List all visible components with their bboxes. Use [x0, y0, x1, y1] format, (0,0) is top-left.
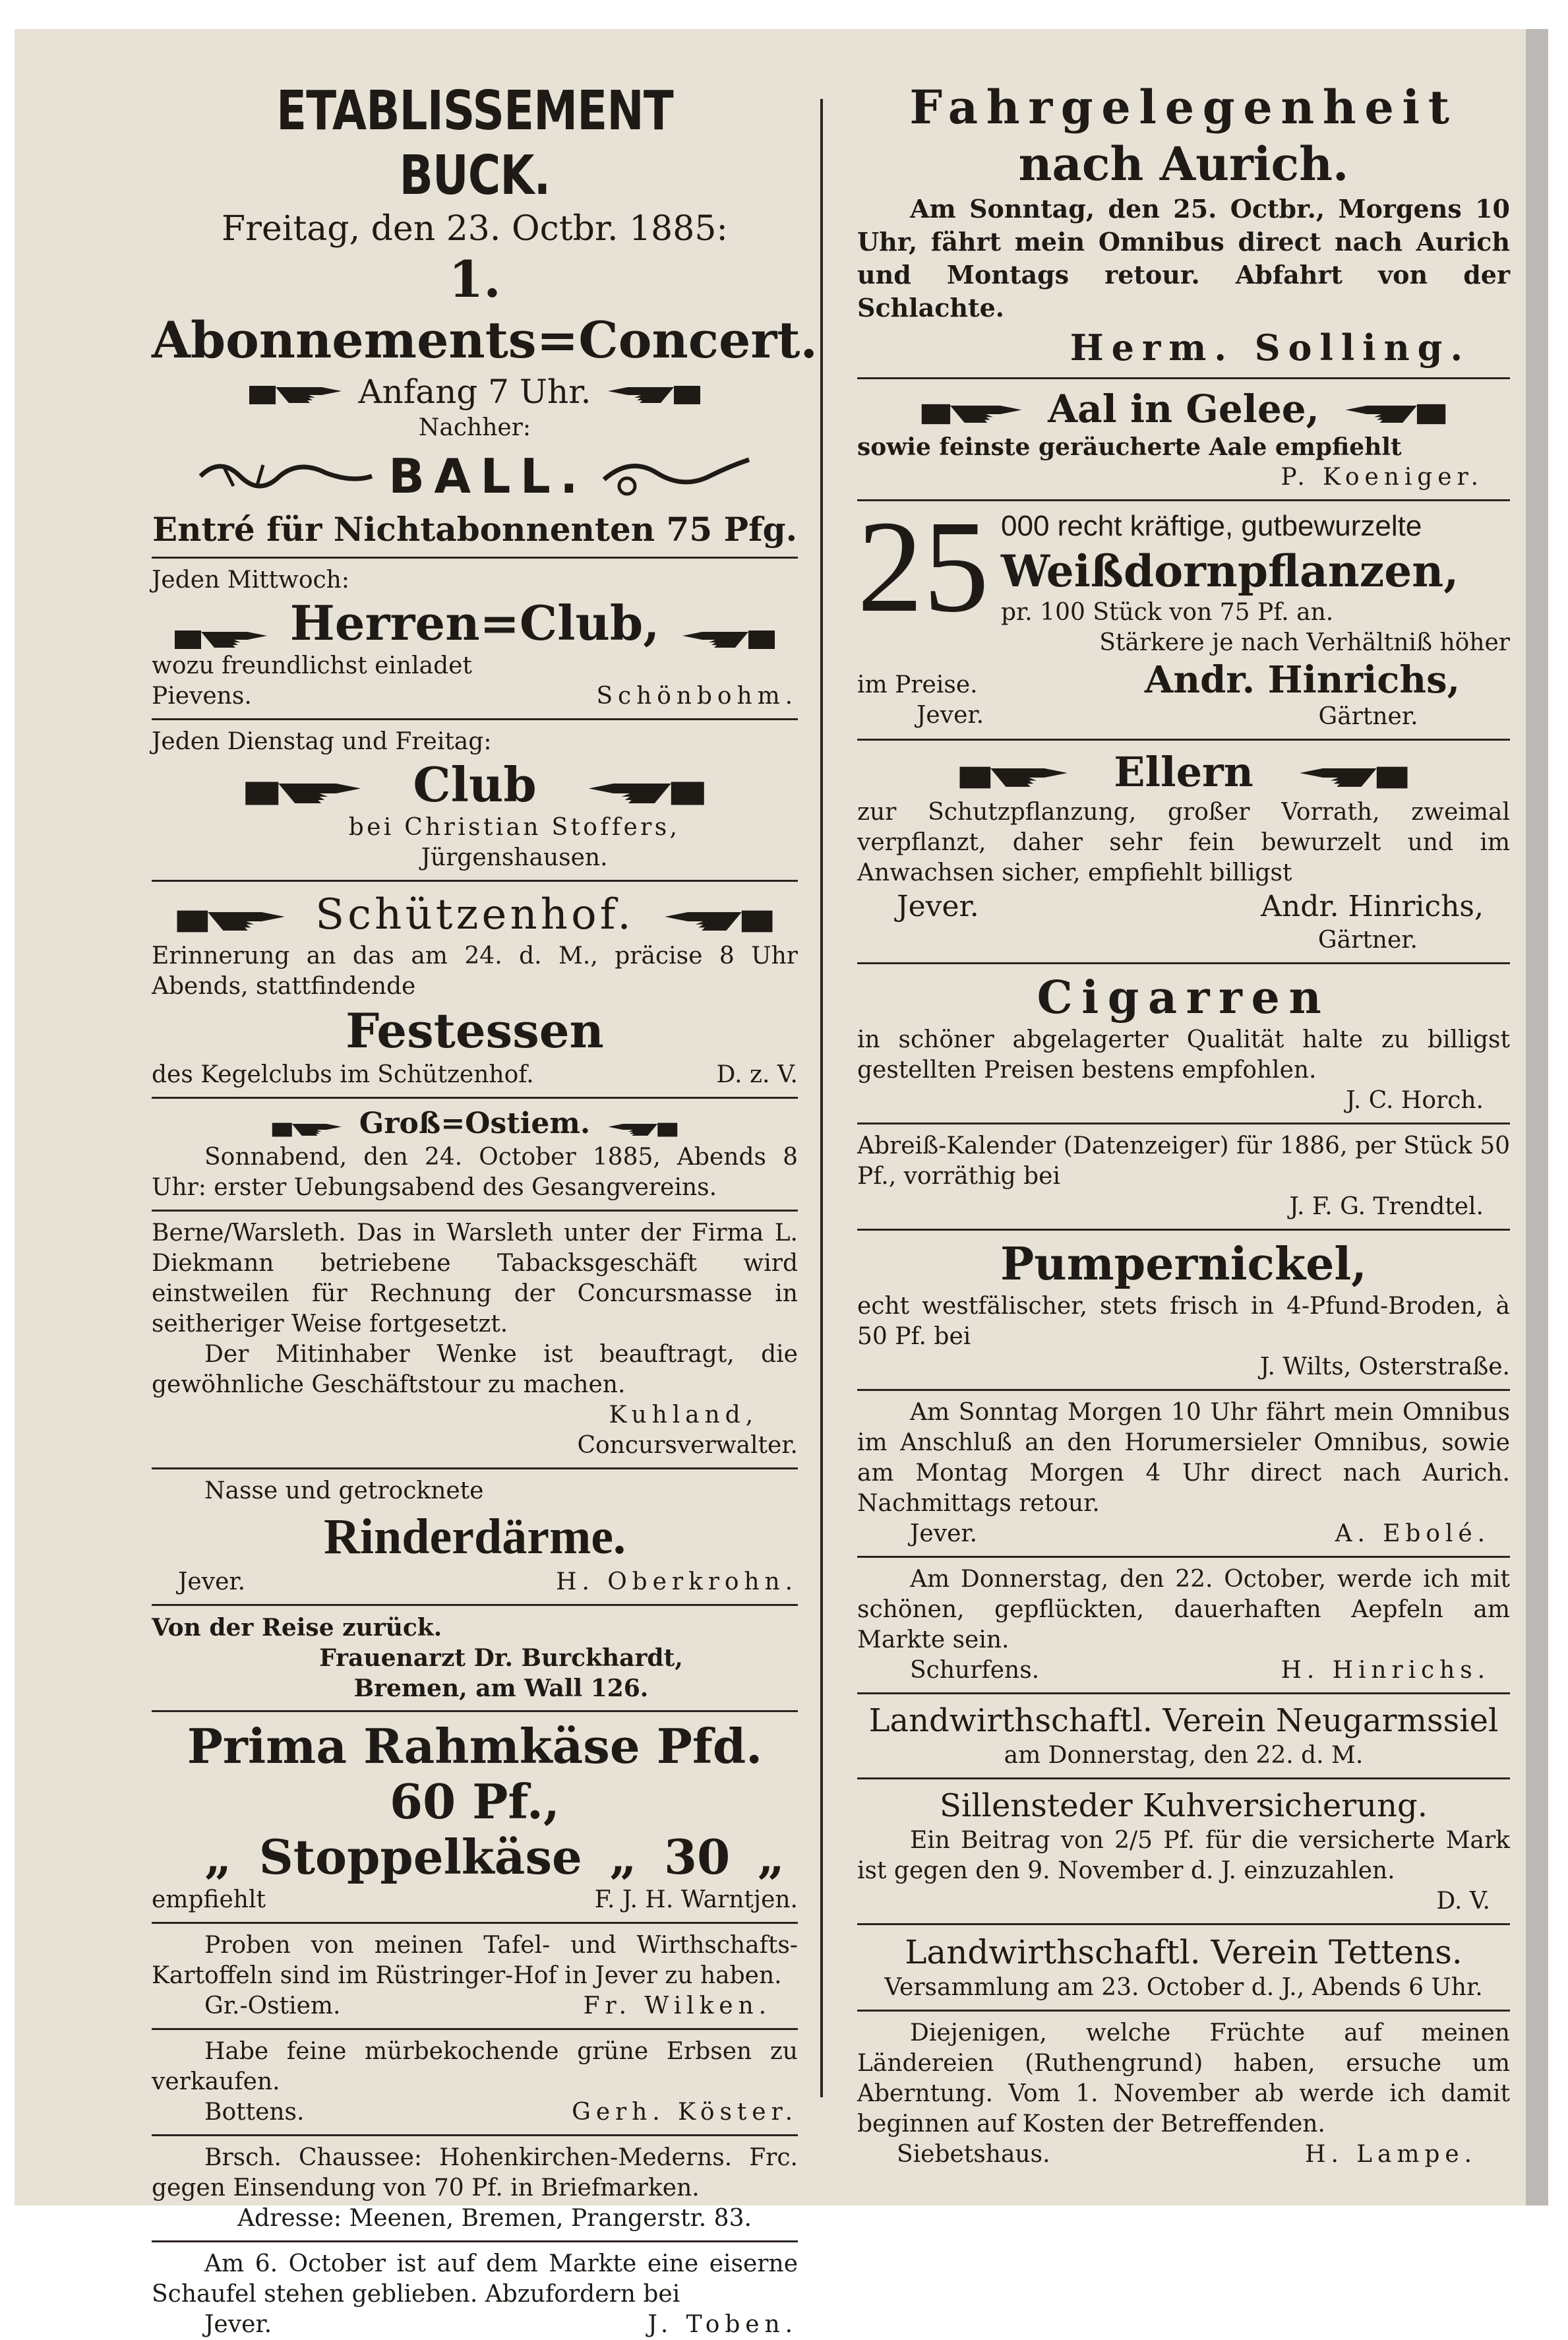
fahr-text: Am Sonntag, den 25. Octbr., Morgens 10 Uhr, fährt mein Omnibus direct nach Aurich und Montags retour. Abfahrt von der Schlachte. — [857, 194, 1510, 323]
pumper-name: Pumpernickel, — [1000, 1238, 1367, 1291]
ad-etablissement-buck — [152, 79, 818, 550]
rule — [857, 1923, 1510, 1925]
club-when: Jeden Dienstag und Freitag: — [152, 728, 492, 755]
ad-aal — [857, 386, 1510, 493]
ad-fahrgelegenheit — [857, 79, 1510, 371]
pointing-hand-right-icon — [270, 1114, 349, 1138]
neugarm-text: am Donnerstag, den 22. d. M. — [1004, 1742, 1364, 1769]
ad-club — [152, 727, 798, 873]
ad-pumpernickel — [857, 1237, 1510, 1382]
kaese-line2: Stoppelkäse — [258, 1829, 582, 1885]
kaese-quote-3: „ — [757, 1829, 785, 1885]
erbsen-place: Bottens. — [204, 2099, 305, 2126]
ad-chaussee — [152, 2143, 798, 2234]
pointing-hand-left-icon — [1333, 395, 1451, 429]
herren-invite: wozu freundlichst einladet — [152, 652, 472, 679]
ad-ellern — [857, 747, 1510, 956]
rinder-name: Rinderdärme. — [323, 1509, 626, 1564]
rule — [152, 1467, 798, 1469]
weiss-line4: im Preise. — [857, 671, 978, 698]
aepfel-place: Schurfens. — [910, 1657, 1040, 1684]
pointing-hand-right-icon — [245, 769, 370, 809]
aepfel-sig: H. Hinrichs. — [1281, 1657, 1490, 1684]
club-name: Club — [413, 756, 537, 813]
rule — [152, 1922, 798, 1924]
ad-kalender — [857, 1131, 1510, 1222]
buck-date: Freitag, den 23. Octbr. 1885: — [222, 209, 728, 249]
herren-place: Pievens. — [152, 683, 252, 710]
ad-herren-club — [152, 565, 798, 712]
buck-ball: BALL. — [388, 448, 588, 504]
rule — [857, 377, 1510, 379]
right-column — [857, 79, 1510, 2170]
rule — [857, 962, 1510, 964]
kalender-text: Abreiß-Kalender (Datenzeiger) für 1886, per Stück 50 Pf., vorräthig bei — [857, 1132, 1510, 1190]
erbsen-text: Habe feine mürbekochende grüne Erbsen zu verkaufen. — [152, 2038, 798, 2095]
omnibus-text: Am Sonntag Morgen 10 Uhr fährt mein Omnibus im Anschluß an den Horumersieler Omnibus, sowie am Montag Morgen 4 Uhr direct nach Aurich. Nachmittags retour. — [857, 1399, 1510, 1517]
ad-rinderdaerme — [152, 1476, 798, 1597]
rule — [857, 1229, 1510, 1231]
ernte-sig: H. Lampe. — [1305, 2141, 1477, 2168]
berne-text1: Berne/Warsleth. Das in Warsleth unter der Firma L. Diekmann betriebene Tabacksgeschäft wird einstweilen für Rechnung der Concursmasse in seitheriger Weise fortgesetzt. — [152, 1219, 798, 1338]
ad-aepfel — [857, 1564, 1510, 1686]
herren-when: Jeden Mittwoch: — [152, 567, 349, 594]
pumper-text: echt westfälischer, stets frisch in 4-Pfund-Broden, à 50 Pf. bei — [857, 1293, 1510, 1350]
cigarren-text: in schöner abgelagerter Qualität halte zu billigst gestellten Preisen bestens empfohlen. — [857, 1026, 1510, 1084]
proben-sig: Fr. Wilken. — [583, 1992, 771, 2019]
berne-sig2: Concursverwalter. — [577, 1432, 798, 1459]
rule — [857, 1389, 1510, 1391]
pointing-hand-left-icon — [649, 900, 781, 937]
omnibus-sig: A. Ebolé. — [1335, 1520, 1490, 1547]
rule — [152, 1097, 798, 1099]
club-place: Jürgenshausen. — [421, 844, 608, 871]
pointing-hand-left-icon — [676, 611, 775, 643]
ad-kuhversicherung — [857, 1786, 1510, 1917]
gross-text: Sonnabend, den 24. October 1885, Abends 8 Uhr: erster Uebungsabend des Gesangvereins. — [152, 1144, 798, 1201]
pointing-hand-left-icon — [601, 1114, 680, 1138]
ellern-place: Jever. — [897, 890, 979, 923]
aal-text: sowie feinste geräucherte Aale empfiehlt — [857, 433, 1402, 461]
pointing-hand-left-icon — [1287, 757, 1412, 794]
cigarren-sig: J. C. Horch. — [1346, 1087, 1484, 1114]
rule — [152, 1210, 798, 1212]
ad-aberntung — [857, 2018, 1510, 2170]
rule — [857, 1777, 1510, 1779]
rule — [152, 880, 798, 882]
ellern-text: zur Schutzpflanzung, großer Vorrath, zweimal verpflanzt, daher sehr fein bewurzelt und im Anwachsen sicher, empfiehlt billigst — [857, 799, 1510, 886]
rule — [152, 2028, 798, 2030]
pointing-hand-right-icon — [916, 395, 1035, 429]
ernte-place: Siebetshaus. — [897, 2141, 1050, 2168]
herren-host: Schönbohm. — [596, 683, 798, 710]
herren-name: Herren=Club, — [289, 595, 660, 651]
weiss-job: Gärtner. — [1318, 703, 1418, 730]
rule — [857, 499, 1510, 501]
rule — [152, 557, 798, 559]
column-divider — [820, 99, 823, 2097]
berne-text2: Der Mitinhaber Wenke ist beauftragt, die gewöhnliche Geschäftstour zu machen. — [152, 1341, 798, 1398]
schuetzenhof-name: Schützenhof. — [315, 890, 634, 939]
pointing-hand-right-icon — [169, 900, 301, 937]
weiss-place: Jever. — [917, 702, 984, 729]
rule — [152, 2134, 798, 2136]
pointing-hand-left-icon — [601, 379, 700, 410]
kaese-quote-1: „ — [204, 1829, 232, 1885]
weiss-num: 25 — [857, 508, 989, 640]
rule — [857, 739, 1510, 741]
rule — [857, 2010, 1510, 2012]
sillen-title: Sillensteder Kuhversicherung. — [940, 1787, 1428, 1824]
rinder-place: Jever. — [178, 1568, 246, 1595]
tettens-text: Versammlung am 23. October d. J., Abends 6 Uhr. — [884, 1974, 1483, 2001]
weiss-line2: pr. 100 Stück von 75 Pf. an. — [1001, 599, 1334, 626]
ellern-job: Gärtner. — [1317, 927, 1418, 954]
cigarren-name: Cigarren — [1037, 971, 1331, 1024]
kaese-num: 30 — [663, 1829, 731, 1885]
proben-place: Gr.-Ostiem. — [204, 1992, 341, 2019]
pointing-hand-left-icon — [580, 769, 705, 809]
aal-sig: P. Koeniger. — [1281, 464, 1484, 491]
buck-anfang: Anfang 7 Uhr. — [358, 373, 591, 411]
ad-berne-warsleth — [152, 1218, 798, 1461]
buck-entre: Entré für Nichtabonnenten 75 Pfg. — [152, 510, 798, 549]
flourish-left-icon — [197, 453, 375, 499]
kaese-quote-2: „ — [609, 1829, 637, 1885]
schuetzenhof-text: Erinnerung an das am 24. d. M., präcise 8 Uhr Abends, stattfindende — [152, 942, 798, 1000]
rule — [152, 2240, 798, 2242]
ad-verein-tettens — [857, 1932, 1510, 2003]
ad-erbsen — [152, 2037, 798, 2128]
arzt-line3: Bremen, am Wall 126. — [353, 1675, 649, 1702]
club-host: bei Christian Stoffers, — [348, 814, 680, 841]
schuetzenhof-line: des Kegelclubs im Schützenhof. — [152, 1061, 534, 1088]
schuetzenhof-event: Festessen — [346, 1002, 604, 1059]
ad-frauenarzt — [152, 1613, 798, 1704]
ad-cigarren — [857, 971, 1510, 1116]
fahr-title1: Fahrgelegenheit — [909, 80, 1458, 135]
weiss-name: Weißdornpflanzen, — [1001, 545, 1459, 597]
buck-concert: 1. Abonnements=Concert. — [152, 250, 818, 369]
kalender-sig: J. F. G. Trendtel. — [1289, 1193, 1484, 1220]
kaese-line1: Prima Rahmkäse Pfd. 60 Pf., — [187, 1718, 763, 1830]
rule — [857, 1692, 1510, 1694]
tettens-title: Landwirthschaftl. Verein Tettens. — [905, 1933, 1462, 1971]
weiss-line3: Stärkere je nach Verhältniß höher — [1099, 629, 1510, 656]
flourish-right-icon — [601, 453, 752, 499]
sillen-text: Ein Beitrag von 2/5 Pf. für die versicherte Mark ist gegen den 9. November d. J. einzuzahlen. — [857, 1827, 1510, 1884]
kaese-sig: F. J. H. Warntjen. — [594, 1886, 798, 1913]
ad-kaese — [152, 1719, 798, 1915]
pointing-hand-right-icon — [955, 757, 1080, 794]
left-column — [152, 79, 818, 2340]
pumper-sig: J. Wilts, Osterstraße. — [1259, 1353, 1510, 1380]
omnibus-place: Jever. — [910, 1520, 978, 1547]
ellern-firm: Andr. Hinrichs, — [1261, 890, 1484, 923]
schaufel-place: Jever. — [204, 2311, 272, 2338]
arzt-line2: Frauenarzt Dr. Burckhardt, — [319, 1644, 683, 1672]
ad-gross-ostiem — [152, 1105, 798, 1203]
weiss-line1: 000 recht kräftige, gutbewurzelte — [1001, 510, 1422, 542]
erbsen-sig: Gerh. Köster. — [572, 2099, 798, 2126]
buck-nachher: Nachher: — [418, 414, 531, 441]
aal-name: Aal in Gelee, — [1048, 386, 1319, 431]
weiss-firm: Andr. Hinrichs, — [1144, 658, 1461, 702]
ad-schaufel — [152, 2249, 798, 2340]
brsch-addr: Adresse: Meenen, Bremen, Prangerstr. 83. — [237, 2205, 752, 2232]
sillen-sig: D. V. — [1436, 1888, 1490, 1915]
fahr-sig: Herm. Solling. — [1070, 326, 1470, 369]
schaufel-sig: J. Toben. — [648, 2311, 798, 2338]
pointing-hand-right-icon — [175, 611, 274, 643]
arzt-line1: Von der Reise zurück. — [152, 1614, 442, 1642]
schaufel-text: Am 6. October ist auf dem Markte eine eiserne Schaufel stehen geblieben. Abzufordern bei — [152, 2250, 798, 2308]
rule — [152, 1710, 798, 1712]
pointing-hand-right-icon — [249, 379, 348, 410]
ernte-text: Diejenigen, welche Früchte auf meinen Ländereien (Ruthengrund) haben, ersuche um Aberntung. Vom 1. November ab werde ich damit beginnen auf Kosten der Betreffenden. — [857, 2019, 1510, 2138]
rule — [857, 1123, 1510, 1124]
rule — [152, 718, 798, 720]
rinder-pre: Nasse und getrocknete — [204, 1477, 484, 1504]
ad-verein-neugarmssiel — [857, 1701, 1510, 1771]
schuetzenhof-sig: D. z. V. — [716, 1061, 798, 1088]
ad-schuetzenhof — [152, 888, 798, 1090]
ad-omnibus — [857, 1398, 1510, 1549]
brsch-text: Brsch. Chaussee: Hohenkirchen-Mederns. Frc. gegen Einsendung von 70 Pf. in Briefmarken. — [152, 2144, 798, 2201]
ellern-name: Ellern — [1114, 748, 1253, 796]
gross-name: Groß=Ostiem. — [359, 1107, 591, 1140]
rinder-sig: H. Oberkrohn. — [556, 1568, 798, 1595]
buck-title: ETABLISSEMENT BUCK. — [276, 80, 673, 207]
fahr-title2: nach Aurich. — [1018, 137, 1349, 191]
rule — [152, 1604, 798, 1606]
kaese-empf: empfiehlt — [152, 1886, 266, 1913]
neugarm-title: Landwirthschaftl. Verein Neugarmssiel — [868, 1702, 1499, 1739]
ad-weissdorn — [857, 508, 1510, 732]
rule — [857, 1556, 1510, 1558]
proben-text: Proben von meinen Tafel- und Wirthschafts-Kartoffeln sind im Rüstringer-Hof in Jever zu haben. — [152, 1932, 798, 1989]
berne-sig1: Kuhland, — [609, 1401, 758, 1429]
ad-kartoffeln — [152, 1930, 798, 2021]
aepfel-text: Am Donnerstag, den 22. October, werde ich mit schönen, gepflückten, dauerhaften Aepfeln am Markte sein. — [857, 1566, 1510, 1653]
